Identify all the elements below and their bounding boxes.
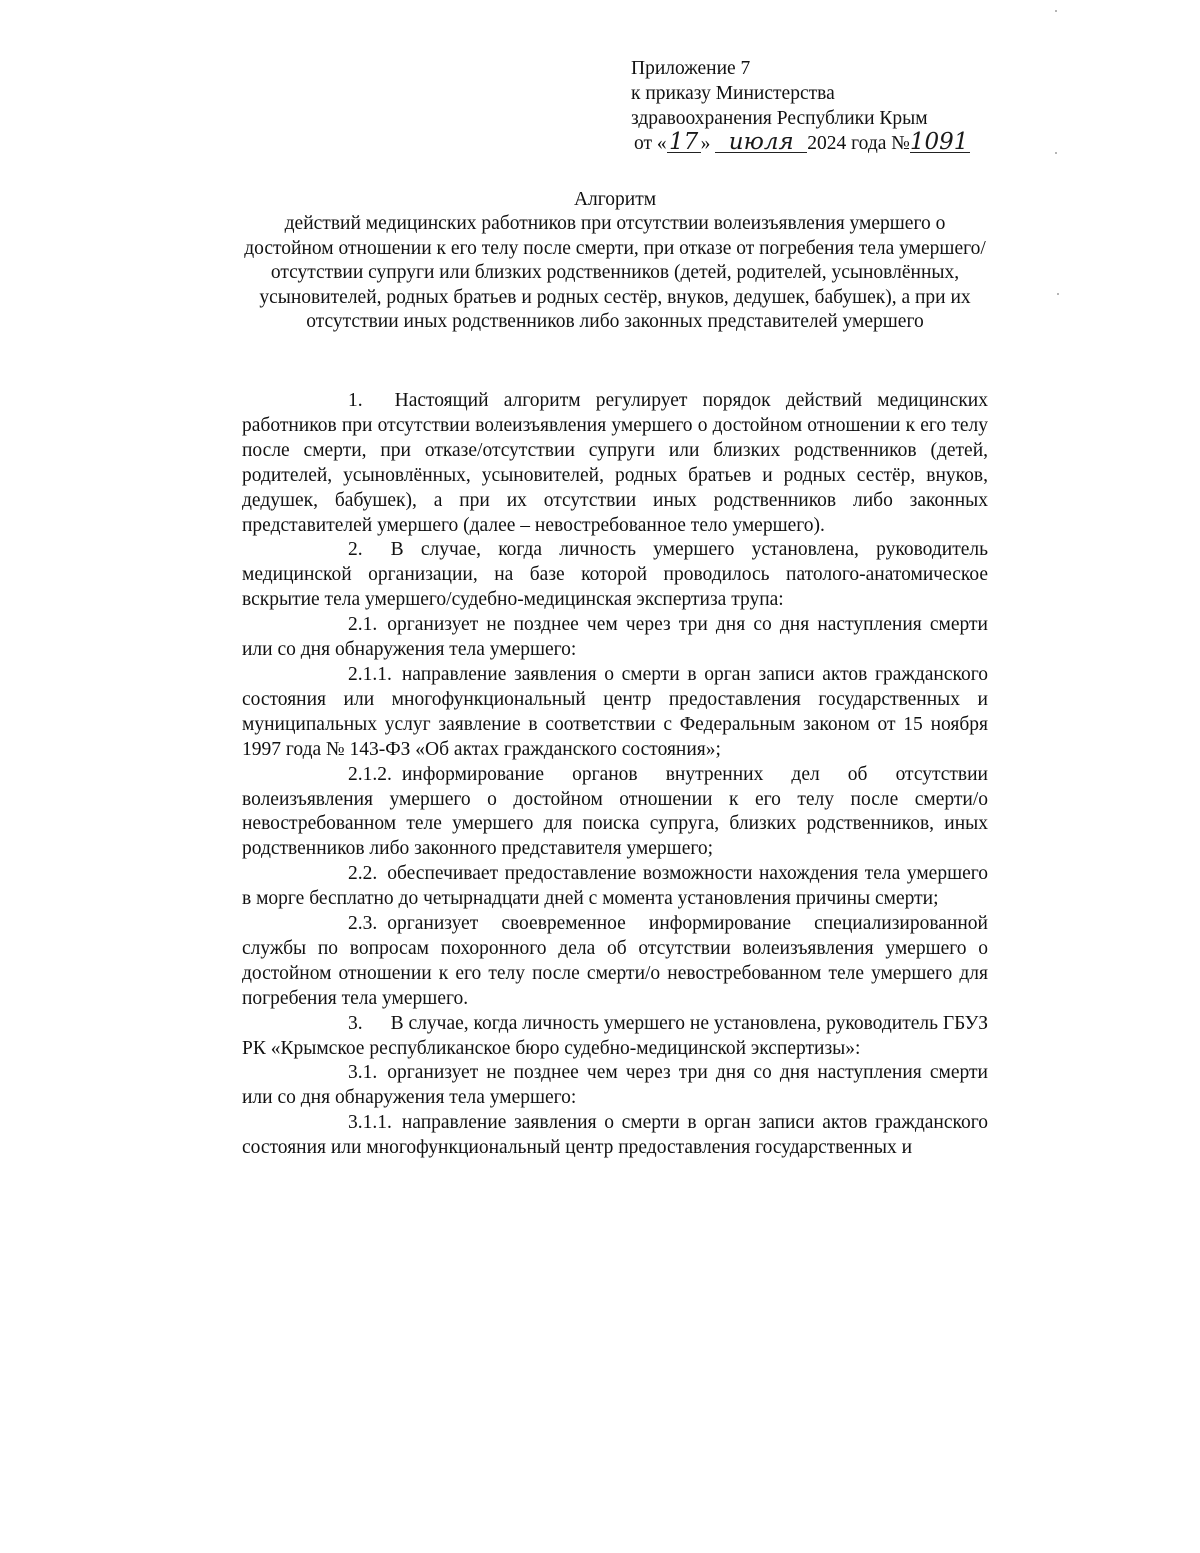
order-date-quote: »	[700, 133, 711, 154]
appendix-header	[631, 56, 1051, 156]
appendix-order-reference: к приказу Министерства	[631, 83, 835, 104]
paragraph-text: организует не позднее чем через три дня со дня наступления смерти или со дня обнаружения тела умершего:	[242, 614, 988, 661]
paragraph-2-1-2	[242, 763, 988, 863]
paragraph-2-3	[242, 912, 988, 1012]
paragraph-2-1	[242, 613, 988, 663]
paragraph-marker: 2.1.	[348, 614, 378, 636]
scan-artifact-dot	[1057, 293, 1059, 295]
paragraph-marker: 3.1.	[348, 1062, 378, 1084]
paragraph-marker: 2.	[348, 539, 363, 561]
paragraph-text: организует не позднее чем через три дня со дня наступления смерти или со дня обнаружения тела умершего:	[242, 1062, 988, 1109]
paragraph-text: направление заявления о смерти в орган записи актов гражданского состояния или многофункциональный центр предоставления государственных и	[242, 1112, 988, 1159]
document-body	[242, 389, 988, 1161]
order-year-text: 2024 года №	[807, 133, 910, 154]
order-date-line	[634, 131, 1051, 156]
paragraph-2-2	[242, 862, 988, 912]
order-date-prefix: от «	[634, 133, 667, 154]
paragraph-marker: 1.	[348, 390, 363, 411]
paragraph-3-1-1	[242, 1111, 988, 1161]
paragraph-3	[242, 1012, 988, 1062]
scan-artifact-dot	[1055, 10, 1057, 12]
paragraph-text: информирование органов внутренних дел об отсутствии волеизъявления умершего о достойном отношении к его телу после смерти/о невостребованном теле умершего для поиска супруга, близких родственников, иных родственников либо законного представителя умершего;	[242, 763, 988, 860]
document-subtitle: действий медицинских работников при отсутствии волеизъявления умершего о достойном отношении к его телу после смерти, при отказе от погребения тела умершего/отсутствии супруги или близких родственников (детей, родителей, усыновлённых, усыновителей, родных братьев и родных сестёр, внуков, дедушек, бабушек), а при их отсутствии иных родственников либо законных представителей умершего	[244, 213, 986, 332]
paragraph-marker: 2.3.	[348, 913, 378, 935]
appendix-number: Приложение 7	[631, 58, 751, 79]
paragraph-text: организует своевременное информирование специализированной службы по вопросам похоронного дела об отсутствии волеизъявления умершего о достойном отношении к его телу после смерти/о невостребованном теле умершего для погребения тела умершего.	[242, 913, 988, 1009]
document-title: Алгоритм	[573, 189, 657, 210]
paragraph-marker: 2.1.2.	[348, 763, 392, 785]
paragraph-text: В случае, когда личность умершего не установлена, руководитель ГБУЗ РК «Крымское республиканское бюро судебно-медицинской экспертизы»:	[242, 1012, 988, 1059]
appendix-ministry: здравоохранения Республики Крым	[631, 108, 928, 129]
paragraph-text: В случае, когда личность умершего установлена, руководитель медицинской организации, на базе которой проводилось патолого-анатомическое вскрытие тела умершего/судебно-медицинская экспертиза трупа:	[242, 539, 988, 611]
paragraph-marker: 2.2.	[348, 863, 378, 885]
paragraph-marker: 2.1.1.	[348, 663, 392, 685]
handwritten-order-number: 1091	[909, 129, 969, 155]
paragraph-text: обеспечивает предоставление возможности нахождения тела умершего в морге бесплатно до четырнадцати дней с момента установления причины смерти;	[242, 863, 988, 910]
handwritten-month: июля	[715, 132, 807, 153]
scan-artifact-dot	[1055, 152, 1057, 154]
paragraph-marker: 3.	[348, 1012, 363, 1034]
paragraph-2-1-1	[242, 663, 988, 763]
handwritten-day: 17	[667, 132, 701, 153]
paragraph-1	[242, 389, 988, 538]
paragraph-text: Настоящий алгоритм регулирует порядок действий медицинских работников при отсутствии волеизъявления умершего о достойном отношении к его телу после смерти, при отказе/отсутствии супруги или близких родственников (детей, родителей, усыновлённых, усыновителей, родных братьев и родных сестёр, внуков, дедушек, бабушек), а при их отсутствии иных родственников либо законных представителей умершего (далее – невостребованное тело умершего).	[242, 390, 988, 536]
paragraph-marker: 3.1.1.	[348, 1112, 392, 1134]
paragraph-3-1	[242, 1061, 988, 1111]
paragraph-2	[242, 538, 988, 613]
paragraph-text: направление заявления о смерти в орган записи актов гражданского состояния или многофункциональный центр предоставления государственных и муниципальных услуг заявление в соответствии с Федеральным законом от 15 ноября 1997 года № 143-ФЗ «Об актах гражданского состояния»;	[242, 663, 988, 760]
